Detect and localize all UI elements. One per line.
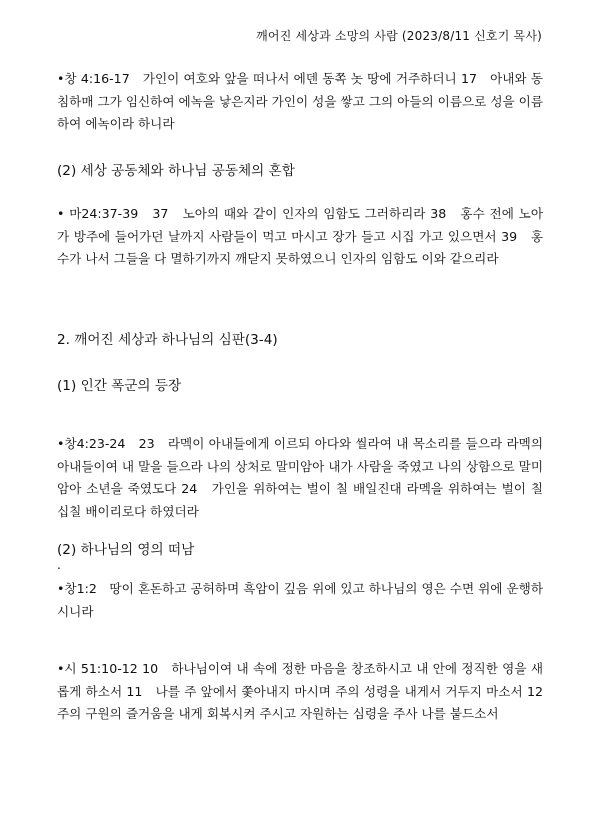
paragraph-genesis-4-16 bbox=[57, 68, 543, 136]
paragraph-text: •창 4:16-17 가인이 여호와 앞을 떠나서 에덴 동쪽 놋 땅에 거주하더니 17 아내와 동침하매 그가 임신하여 에녹을 낳은지라 가인이 성을 쌓고 그의 아들의 이름으로 성을 이름하여 에녹이라 하니라 bbox=[57, 71, 543, 131]
paragraph-text: •시 51:10-12 10 하나님이여 내 속에 정한 마음을 창조하시고 내 안에 정직한 영을 새롭게 하소서 11 나를 주 앞에서 쫓아내지 마시며 주의 성령을 내게서 거두지 마소서 12 주의 구원의 즐거움을 내게 회복시켜 주시고 자원하는 심령을 주사 나를 붙드소서 bbox=[57, 661, 556, 721]
paragraph-genesis-1-2 bbox=[57, 578, 543, 623]
paragraph-text: • 마24:37-39 37 노아의 때와 같이 인자의 임함도 그러하리라 38 홍수 전에 노아가 방주에 들어가던 날까지 사람들이 먹고 마시고 장가 들고 시집 가고 있으면서 39 홍수가 나서 그들을 다 멸하기까지 깨닫지 못하였으니 인자의 임함도 이와 같으리라 bbox=[57, 206, 543, 266]
paragraph-psalm-51-10 bbox=[57, 658, 556, 726]
stray-dot: . bbox=[57, 558, 61, 572]
section-heading-community-mix: (2) 세상 공동체와 하나님 공동체의 혼합 bbox=[57, 163, 295, 179]
paragraph-matthew-24-37 bbox=[57, 203, 543, 271]
paragraph-text: •창4:23-24 23 라멕이 아내들에게 이르되 아다와 씰라여 내 목소리를 들으라 라멕의 아내들이여 내 말을 들으라 나의 상처로 말미암아 내가 사람을 죽였고 나의 상함으로 말미암아 소년을 죽였도다 24 가인을 위하여는 벌이 칠 배일진대 라멕을 위하여는 벌이 칠십칠 배이리로다 하였더라 bbox=[57, 436, 543, 519]
paragraph-genesis-4-23 bbox=[57, 433, 543, 523]
section-heading-spirit-leaves: (2) 하나님의 영의 떠남 bbox=[57, 542, 195, 558]
paragraph-text: •창1:2 땅이 혼돈하고 공허하며 흑암이 깊음 위에 있고 하나님의 영은 수면 위에 운행하시니라 bbox=[57, 581, 543, 619]
page-header: 깨어진 세상과 소망의 사람 (2023/8/11 신호기 목사) bbox=[256, 29, 542, 43]
section-heading-tyrant: (1) 인간 폭군의 등장 bbox=[57, 378, 182, 394]
section-heading-judgment: 2. 깨어진 세상과 하나님의 심판(3-4) bbox=[57, 332, 278, 348]
